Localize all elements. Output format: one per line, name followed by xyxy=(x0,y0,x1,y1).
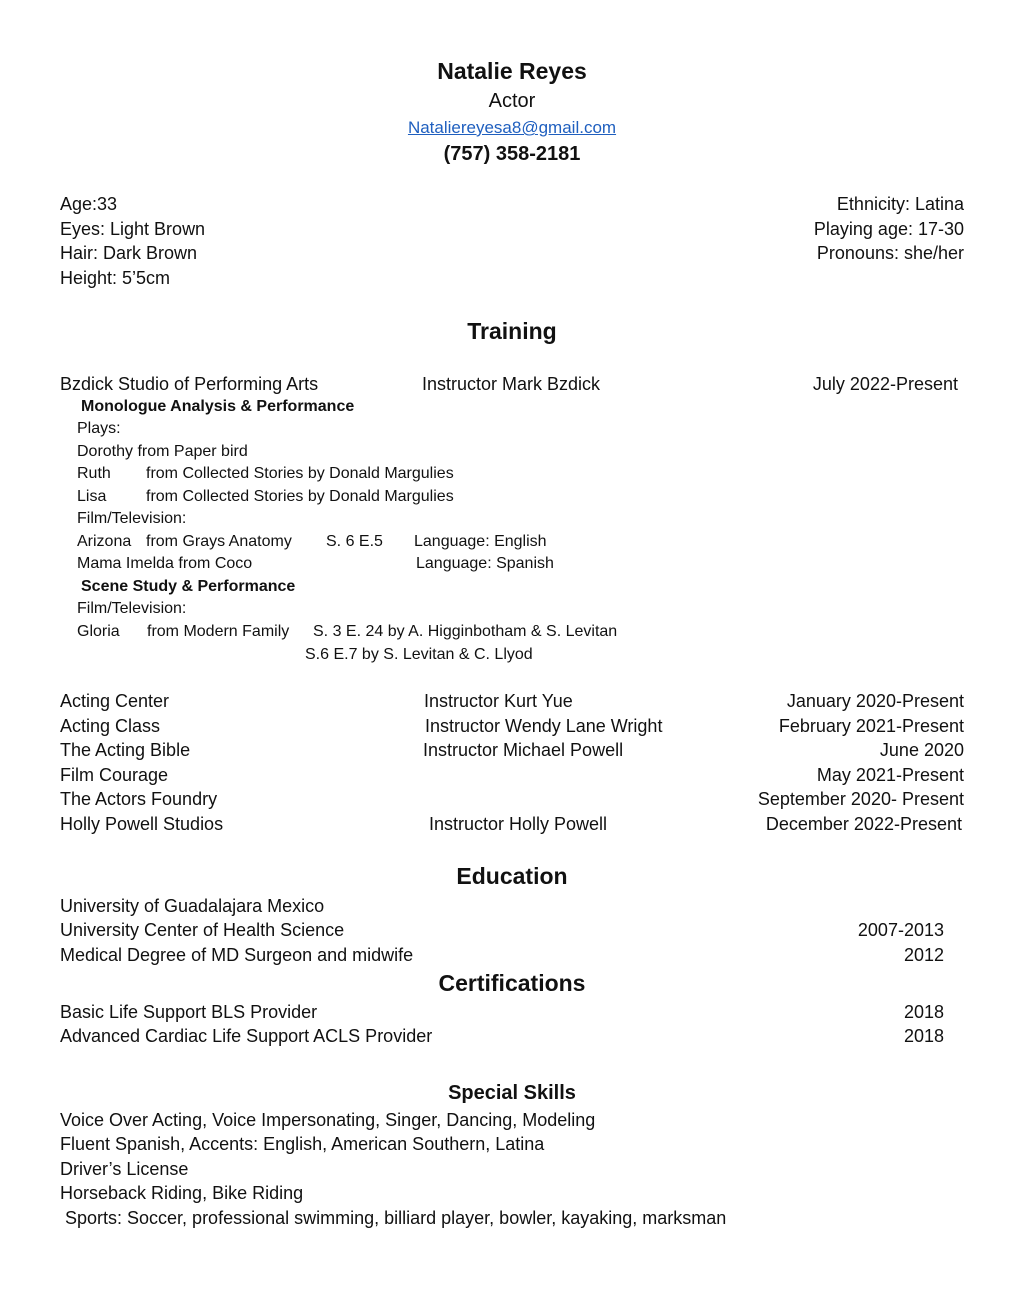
training-row-instructor: Instructor Kurt Yue xyxy=(424,691,573,711)
skills-line: Voice Over Acting, Voice Impersonating, Singer, Dancing, Modeling xyxy=(60,1110,596,1130)
skills-line: Sports: Soccer, professional swimming, billiard player, bowler, kayaking, marksman xyxy=(60,1208,727,1228)
certification-year: 2018 xyxy=(903,1002,944,1022)
plays-label: Plays: xyxy=(77,420,121,437)
training-row-dates: September 2020- Present xyxy=(757,789,964,809)
role-lisa: Lisa xyxy=(77,488,107,505)
training-row-school: The Acting Bible xyxy=(60,740,191,760)
education-item: University of Guadalajara Mexico xyxy=(60,896,325,916)
training-row-dates: February 2021-Present xyxy=(778,716,964,736)
training-row-dates: May 2021-Present xyxy=(816,765,964,785)
education-year: 2012 xyxy=(903,945,944,965)
role-ruth: Ruth xyxy=(77,465,111,482)
role-mama-language: Language: Spanish xyxy=(416,555,554,572)
training-row-instructor: Instructor Michael Powell xyxy=(423,740,624,760)
role-arizona-episode: S. 6 E.5 xyxy=(326,533,383,550)
role-mama-imelda: Mama Imelda from Coco xyxy=(77,555,253,572)
monologue-heading: Monologue Analysis & Performance xyxy=(81,398,355,415)
training-row-school: Holly Powell Studios xyxy=(60,814,224,834)
training-row-dates: January 2020-Present xyxy=(786,691,964,711)
role-ruth-source: from Collected Stories by Donald Margulies xyxy=(146,465,454,482)
stat-pronouns: Pronouns: she/her xyxy=(816,243,964,263)
education-item: Medical Degree of MD Surgeon and midwife xyxy=(60,945,414,965)
training-row-instructor: Instructor Wendy Lane Wright xyxy=(425,716,663,736)
resume-name: Natalie Reyes xyxy=(437,58,587,84)
role-gloria-episode-2: S.6 E.7 by S. Levitan & C. Llyod xyxy=(305,646,533,663)
skills-heading: Special Skills xyxy=(448,1082,576,1104)
training-row-school: Acting Center xyxy=(60,691,170,711)
scene-study-heading: Scene Study & Performance xyxy=(81,578,296,595)
stat-hair: Hair: Dark Brown xyxy=(60,243,198,263)
stat-eyes: Eyes: Light Brown xyxy=(60,219,206,239)
certification-year: 2018 xyxy=(903,1026,944,1046)
training-row-school: Acting Class xyxy=(60,716,161,736)
role-gloria: Gloria xyxy=(77,623,120,640)
email-row xyxy=(0,119,1024,137)
training-heading: Training xyxy=(467,318,557,344)
skills-line: Fluent Spanish, Accents: English, American Southern, Latina xyxy=(60,1134,545,1154)
certification-item: Basic Life Support BLS Provider xyxy=(60,1002,318,1022)
role-gloria-episode-1: S. 3 E. 24 by A. Higginbotham & S. Levitan xyxy=(313,623,618,640)
education-year: 2007-2013 xyxy=(857,920,944,940)
role-arizona: Arizona xyxy=(77,533,132,550)
training-dates: July 2022-Present xyxy=(812,374,958,394)
film-tv-label: Film/Television: xyxy=(77,510,187,527)
skills-line: Driver’s License xyxy=(60,1159,189,1179)
education-item: University Center of Health Science xyxy=(60,920,345,940)
stat-ethnicity: Ethnicity: Latina xyxy=(836,194,964,214)
role-arizona-source: from Grays Anatomy xyxy=(146,533,292,550)
film-tv-label-2: Film/Television: xyxy=(77,600,187,617)
education-heading: Education xyxy=(456,863,568,889)
role-gloria-source: from Modern Family xyxy=(147,623,290,640)
stat-playing-age: Playing age: 17-30 xyxy=(813,219,964,239)
phone-number: (757) 358-2181 xyxy=(443,143,581,165)
stat-age: Age:33 xyxy=(60,194,118,214)
training-row-dates: December 2022-Present xyxy=(765,814,962,834)
certification-item: Advanced Cardiac Life Support ACLS Provider xyxy=(60,1026,433,1046)
training-school: Bzdick Studio of Performing Arts xyxy=(60,374,319,394)
role-dorothy: Dorothy from Paper bird xyxy=(77,443,248,460)
role-lisa-source: from Collected Stories by Donald Margulies xyxy=(146,488,454,505)
resume-role: Actor xyxy=(488,90,536,112)
training-row-dates: June 2020 xyxy=(879,740,964,760)
role-arizona-language: Language: English xyxy=(414,533,547,550)
training-row-school: Film Courage xyxy=(60,765,169,785)
stat-height: Height: 5’5cm xyxy=(60,268,171,288)
training-row-school: The Actors Foundry xyxy=(60,789,218,809)
email-link[interactable]: Nataliereyesa8@gmail.com xyxy=(407,118,617,137)
skills-line: Horseback Riding, Bike Riding xyxy=(60,1183,304,1203)
training-row-instructor: Instructor Holly Powell xyxy=(429,814,608,834)
training-instructor: Instructor Mark Bzdick xyxy=(422,374,601,394)
certifications-heading: Certifications xyxy=(438,970,586,996)
